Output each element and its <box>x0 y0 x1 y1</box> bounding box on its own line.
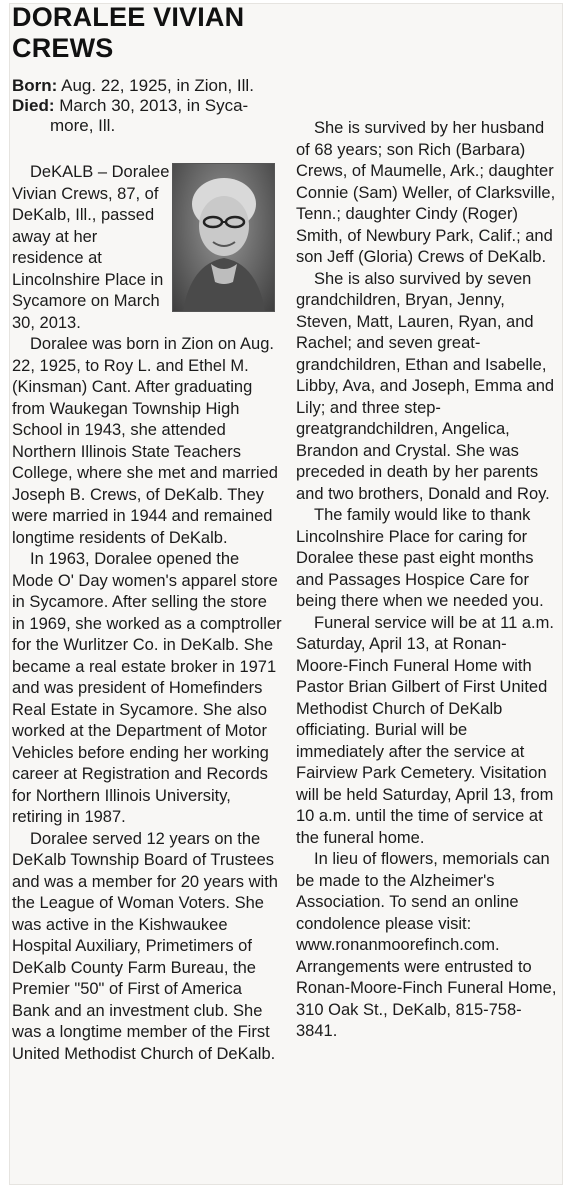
paragraph-survivors: She is survived by her husband of 68 years; son Rich (Barbara) Crews, of Maumelle, Ark.; daughter Connie (Sam) Weller, of Clarksville, Tenn.; daughter Cindy (Roger) Smith, of Newbury Park, Calif.; and son Jeff (Gloria) Crews of DeKalb. <box>296 119 556 266</box>
born-row <box>12 76 302 96</box>
born-label: Born: <box>12 76 58 95</box>
title-line-1: DORALEE VIVIAN <box>12 2 245 32</box>
paragraph-community: Doralee served 12 years on the DeKalb Township Board of Trustees and was a member for 20 years with the League of Woman Voters. She was active in the Kishwaukee Hospital Auxiliary, Primetimers of DeKalb County Farm Bureau, the Premier "50" of First of America Bank and an investment club. She was a longtime member of the First United Methodist Church of DeKalb. <box>12 829 278 1063</box>
died-text-1: March 30, 2013, in Syca- <box>59 96 249 115</box>
paragraph-memorials: In lieu of flowers, memorials can be made to the Alzheimer's Association. To send an online condolence please visit: www.ronanmoorefinch.com. Arrangements were entrusted to Ronan-Moore-Finch Funeral Home, 310 Oak St., DeKalb, 815-758-3841. <box>296 850 557 1040</box>
died-label: Died: <box>12 96 55 115</box>
paragraph-early-life: Doralee was born in Zion on Aug. 22, 1925, to Roy L. and Ethel M. (Kinsman) Cant. After graduating from Waukegan Township High School in 1943, she attended Northern Illinois State Teachers College, where she met and married Joseph B. Crews, of DeKalb. They were married in 1944 and remained longtime residents of DeKalb. <box>12 335 278 547</box>
paragraph-funeral: Funeral service will be at 11 a.m. Saturday, April 13, at Ronan-Moore-Finch Funeral Home with Pastor Brian Gilbert of First United Methodist Church of DeKalb officiating. Burial will be immediately after the service at Fairview Park Cemetery. Visitation will be held Saturday, April 13, from 10 a.m. until the time of service at the funeral home. <box>296 613 554 847</box>
article-column-left <box>12 162 282 1065</box>
paragraph-career: In 1963, Doralee opened the Mode O' Day women's apparel store in Sycamore. After selling the store in 1969, she worked as a comptroller for the Wurlitzer Co. in DeKalb. She became a real estate broker in 1971 and was president of Homefinders Real Estate in Sycamore. She also worked at the Department of Motor Vehicles before ending her working career at Registration and Records for Northern Illinois University, retiring in 1987. <box>12 550 282 826</box>
birth-death-info <box>12 76 302 136</box>
photo-spacer <box>172 162 282 308</box>
paragraph-grandchildren: She is also survived by seven grandchildren, Bryan, Jenny, Steven, Matt, Lauren, Ryan, and Rachel; and seven great-grandchildren, Ethan and Isabelle, Libby, Ava, and Joseph, Emma and Lily; and three step-greatgrandchildren, Angelica, Brandon and Crystal. She was preceded in death by her parents and two brothers, Donald and Roy. <box>296 269 555 503</box>
obituary-title <box>12 2 302 64</box>
paragraph-intro: DeKALB – Doralee Vivian Crews, 87, of DeKalb, Ill., passed away at her residence at Lincolnshire Place in Sycamore on March 30, 2013. <box>12 162 282 334</box>
title-line-2: CREWS <box>12 33 114 63</box>
born-text: Aug. 22, 1925, in Zion, Ill. <box>61 76 254 95</box>
died-row <box>12 96 302 116</box>
article-column-right <box>296 118 558 1043</box>
paragraph-thanks: The family would like to thank Lincolnshire Place for caring for Doralee these past eight months and Passages Hospice Care for being there when we needed you. <box>296 506 544 610</box>
died-text-2: more, Ill. <box>50 116 116 135</box>
